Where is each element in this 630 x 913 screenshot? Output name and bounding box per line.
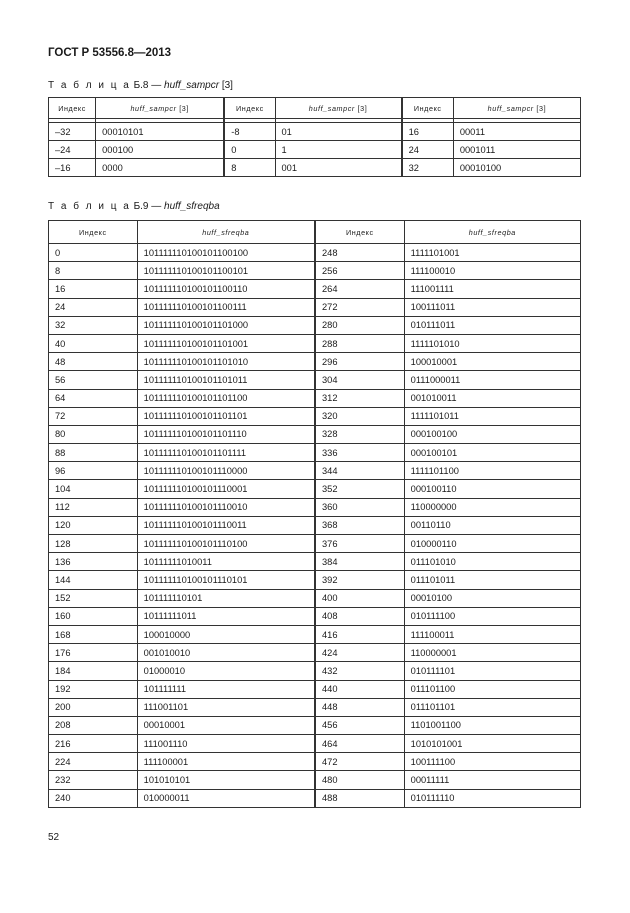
col-header-code-name: huff_sfreqba bbox=[202, 227, 250, 237]
table-row bbox=[49, 589, 581, 607]
table-row bbox=[49, 389, 581, 407]
table-cell: 272 bbox=[315, 298, 404, 316]
table-b9 bbox=[48, 220, 581, 808]
table-row bbox=[49, 407, 581, 425]
table-cell: 72 bbox=[49, 407, 138, 425]
table-cell: 8 bbox=[49, 262, 138, 280]
table-cell: 101111110100101101010 bbox=[137, 353, 315, 371]
table-cell: 352 bbox=[315, 480, 404, 498]
table-cell: 000100100 bbox=[404, 425, 580, 443]
table-cell: 101111110100101101000 bbox=[137, 316, 315, 334]
table-row bbox=[49, 498, 581, 516]
table-row bbox=[49, 571, 581, 589]
table-cell: 16 bbox=[402, 123, 454, 141]
table-row bbox=[49, 644, 581, 662]
table-cell: 360 bbox=[315, 498, 404, 516]
table-cell: 00010100 bbox=[453, 159, 580, 177]
table-cell: 011101101 bbox=[404, 698, 580, 716]
table-cell: 256 bbox=[315, 262, 404, 280]
table-row bbox=[49, 334, 581, 352]
table-cell: 336 bbox=[315, 444, 404, 462]
table-cell: 101111110100101110000 bbox=[137, 462, 315, 480]
col-header-code-name: huff_sampcr bbox=[487, 103, 534, 113]
table-cell: 64 bbox=[49, 389, 138, 407]
table-cell: 264 bbox=[315, 280, 404, 298]
table-cell: 010000110 bbox=[404, 535, 580, 553]
table-cell: 1111101001 bbox=[404, 244, 580, 262]
table-cell: 010111100 bbox=[404, 607, 580, 625]
table-cell: -8 bbox=[224, 123, 275, 141]
table-cell: 168 bbox=[49, 625, 138, 643]
table-cell: 8 bbox=[224, 159, 275, 177]
table-cell: 01000010 bbox=[137, 662, 315, 680]
table-cell: 111001110 bbox=[137, 735, 315, 753]
table-cell: 184 bbox=[49, 662, 138, 680]
table-cell: 24 bbox=[402, 141, 454, 159]
caption-number: Б.8 — bbox=[133, 80, 162, 91]
table-cell: 464 bbox=[315, 735, 404, 753]
table-row bbox=[49, 141, 581, 159]
table-cell: 101111110100101110100 bbox=[137, 535, 315, 553]
table-row bbox=[49, 425, 581, 443]
table-cell: 101111110100101101110 bbox=[137, 425, 315, 443]
table-cell: 101111111 bbox=[137, 680, 315, 698]
table-row bbox=[49, 244, 581, 262]
caption-label: Т а б л и ц а bbox=[48, 80, 131, 91]
col-header-code bbox=[404, 221, 580, 244]
table-cell: 152 bbox=[49, 589, 138, 607]
table-cell: 104 bbox=[49, 480, 138, 498]
table-cell: 101111110100101101101 bbox=[137, 407, 315, 425]
table-row bbox=[49, 462, 581, 480]
table-row bbox=[49, 753, 581, 771]
table-cell: 110000000 bbox=[404, 498, 580, 516]
table-cell: 128 bbox=[49, 535, 138, 553]
table-cell: 392 bbox=[315, 571, 404, 589]
col-header-index: Индекс bbox=[315, 221, 404, 244]
table-b9-caption bbox=[48, 201, 220, 212]
table-cell: 001 bbox=[275, 159, 402, 177]
table-cell: 488 bbox=[315, 789, 404, 807]
table-cell: 00010101 bbox=[96, 123, 225, 141]
table-cell: 10111111011 bbox=[137, 607, 315, 625]
table-cell: 208 bbox=[49, 716, 138, 734]
table-cell: 296 bbox=[315, 353, 404, 371]
table-cell: 010111101 bbox=[404, 662, 580, 680]
table-row bbox=[49, 625, 581, 643]
table-cell: 136 bbox=[49, 553, 138, 571]
table-cell: 011101011 bbox=[404, 571, 580, 589]
table-cell: 1111101100 bbox=[404, 462, 580, 480]
table-cell: 000100 bbox=[96, 141, 225, 159]
table-cell: 111100011 bbox=[404, 625, 580, 643]
table-cell: 1101001100 bbox=[404, 716, 580, 734]
table-cell: 144 bbox=[49, 571, 138, 589]
table-cell: 111001101 bbox=[137, 698, 315, 716]
table-cell: 010111110 bbox=[404, 789, 580, 807]
table-cell: 100010000 bbox=[137, 625, 315, 643]
table-cell: 101111110100101101001 bbox=[137, 334, 315, 352]
table-cell: –24 bbox=[49, 141, 96, 159]
table-cell: 1111101010 bbox=[404, 334, 580, 352]
col-header-code-name: huff_sampcr bbox=[130, 103, 177, 113]
table-cell: 110000001 bbox=[404, 644, 580, 662]
table-cell: 010111011 bbox=[404, 316, 580, 334]
table-row bbox=[49, 280, 581, 298]
table-cell: 416 bbox=[315, 625, 404, 643]
table-cell: 328 bbox=[315, 425, 404, 443]
table-cell: 232 bbox=[49, 771, 138, 789]
table-row bbox=[49, 771, 581, 789]
table-cell: 01 bbox=[275, 123, 402, 141]
table-cell: 408 bbox=[315, 607, 404, 625]
table-cell: 1 bbox=[275, 141, 402, 159]
table-cell: 120 bbox=[49, 516, 138, 534]
table-cell: 40 bbox=[49, 334, 138, 352]
table-row bbox=[49, 353, 581, 371]
table-row bbox=[49, 607, 581, 625]
table-cell: 00011111 bbox=[404, 771, 580, 789]
table-cell: 344 bbox=[315, 462, 404, 480]
table-cell: 32 bbox=[49, 316, 138, 334]
table-cell: 312 bbox=[315, 389, 404, 407]
table-cell: 472 bbox=[315, 753, 404, 771]
col-header-index: Индекс bbox=[49, 221, 138, 244]
table-cell: 101010101 bbox=[137, 771, 315, 789]
table-cell: 101111110100101110101 bbox=[137, 571, 315, 589]
table-row bbox=[49, 735, 581, 753]
table-cell: 88 bbox=[49, 444, 138, 462]
col-header-code-name: huff_sampcr bbox=[308, 103, 355, 113]
col-header-index: Индекс bbox=[402, 98, 454, 119]
table-cell: 440 bbox=[315, 680, 404, 698]
table-cell: 011101100 bbox=[404, 680, 580, 698]
caption-label: Т а б л и ц а bbox=[48, 201, 131, 212]
table-cell: 111100010 bbox=[404, 262, 580, 280]
table-cell: 101111110100101101100 bbox=[137, 389, 315, 407]
document-header: ГОСТ Р 53556.8—2013 bbox=[48, 47, 172, 59]
table-cell: 00010100 bbox=[404, 589, 580, 607]
table-cell: 376 bbox=[315, 535, 404, 553]
caption-number: Б.9 — bbox=[133, 201, 162, 212]
table-cell: 432 bbox=[315, 662, 404, 680]
table-cell: 1111101011 bbox=[404, 407, 580, 425]
table-cell: 16 bbox=[49, 280, 138, 298]
table-cell: 010000011 bbox=[137, 789, 315, 807]
table-cell: 101111110100101101011 bbox=[137, 371, 315, 389]
table-cell: 0000 bbox=[96, 159, 225, 177]
table-cell: 100010001 bbox=[404, 353, 580, 371]
table-cell: 96 bbox=[49, 462, 138, 480]
table-cell: 224 bbox=[49, 753, 138, 771]
col-header-code-suffix: [3] bbox=[354, 103, 368, 113]
table-cell: 00010001 bbox=[137, 716, 315, 734]
table-cell: 0111000011 bbox=[404, 371, 580, 389]
table-cell: 384 bbox=[315, 553, 404, 571]
col-header-code bbox=[275, 98, 402, 119]
table-cell: 424 bbox=[315, 644, 404, 662]
table-cell: 00011 bbox=[453, 123, 580, 141]
table-cell: 100111100 bbox=[404, 753, 580, 771]
table-cell: 101111110100101110010 bbox=[137, 498, 315, 516]
table-row bbox=[49, 662, 581, 680]
table-cell: 288 bbox=[315, 334, 404, 352]
table-cell: 248 bbox=[315, 244, 404, 262]
table-cell: 101111110100101100100 bbox=[137, 244, 315, 262]
col-header-index: Индекс bbox=[224, 98, 275, 119]
table-cell: 160 bbox=[49, 607, 138, 625]
table-row bbox=[49, 480, 581, 498]
table-row bbox=[49, 444, 581, 462]
table-row bbox=[49, 698, 581, 716]
col-header-code-suffix: [3] bbox=[533, 103, 547, 113]
caption-name: huff_sampcr bbox=[164, 80, 220, 91]
page-number: 52 bbox=[48, 832, 60, 843]
table-cell: 101111110100101110011 bbox=[137, 516, 315, 534]
col-header-code bbox=[96, 98, 225, 119]
table-row bbox=[49, 262, 581, 280]
table-cell: –16 bbox=[49, 159, 96, 177]
table-cell: 101111110100101101111 bbox=[137, 444, 315, 462]
table-row bbox=[49, 159, 581, 177]
table-cell: 400 bbox=[315, 589, 404, 607]
table-cell: 56 bbox=[49, 371, 138, 389]
col-header-index: Индекс bbox=[49, 98, 96, 119]
caption-name: huff_sfreqba bbox=[164, 201, 220, 212]
table-row bbox=[49, 716, 581, 734]
table-cell: 000100110 bbox=[404, 480, 580, 498]
table-row bbox=[49, 535, 581, 553]
table-cell: 1010101001 bbox=[404, 735, 580, 753]
table-cell: 176 bbox=[49, 644, 138, 662]
table-cell: 280 bbox=[315, 316, 404, 334]
table-cell: 001010011 bbox=[404, 389, 580, 407]
table-cell: 101111110101 bbox=[137, 589, 315, 607]
table-cell: 24 bbox=[49, 298, 138, 316]
table-row bbox=[49, 316, 581, 334]
table-cell: 101111110100101100111 bbox=[137, 298, 315, 316]
table-cell: 0001011 bbox=[453, 141, 580, 159]
table-row bbox=[49, 680, 581, 698]
table-row bbox=[49, 553, 581, 571]
table-cell: 101111110100101100101 bbox=[137, 262, 315, 280]
table-cell: 00110110 bbox=[404, 516, 580, 534]
col-header-code-suffix: [3] bbox=[176, 103, 189, 113]
table-cell: 001010010 bbox=[137, 644, 315, 662]
col-header-code-name: huff_sfreqba bbox=[468, 227, 516, 237]
table-cell: 101111110100101110001 bbox=[137, 480, 315, 498]
caption-suffix: [3] bbox=[219, 80, 233, 91]
table-b8 bbox=[48, 97, 581, 177]
table-cell: 112 bbox=[49, 498, 138, 516]
table-cell: 448 bbox=[315, 698, 404, 716]
table-cell: 10111111010011 bbox=[137, 553, 315, 571]
table-cell: 32 bbox=[402, 159, 454, 177]
table-b9-body bbox=[49, 244, 581, 808]
table-cell: 304 bbox=[315, 371, 404, 389]
table-row bbox=[49, 516, 581, 534]
table-cell: 368 bbox=[315, 516, 404, 534]
table-row bbox=[49, 298, 581, 316]
table-row bbox=[49, 123, 581, 141]
table-cell: 011101010 bbox=[404, 553, 580, 571]
table-cell: 100111011 bbox=[404, 298, 580, 316]
table-cell: 0 bbox=[224, 141, 275, 159]
table-cell: 320 bbox=[315, 407, 404, 425]
table-cell: 101111110100101100110 bbox=[137, 280, 315, 298]
table-b8-caption bbox=[48, 80, 233, 91]
table-cell: 216 bbox=[49, 735, 138, 753]
table-cell: 192 bbox=[49, 680, 138, 698]
table-cell: 48 bbox=[49, 353, 138, 371]
table-cell: 456 bbox=[315, 716, 404, 734]
col-header-code bbox=[137, 221, 315, 244]
table-cell: 240 bbox=[49, 789, 138, 807]
table-cell: 80 bbox=[49, 425, 138, 443]
col-header-code bbox=[453, 98, 580, 119]
table-cell: 480 bbox=[315, 771, 404, 789]
table-row bbox=[49, 371, 581, 389]
table-cell: 111100001 bbox=[137, 753, 315, 771]
table-cell: –32 bbox=[49, 123, 96, 141]
table-cell: 200 bbox=[49, 698, 138, 716]
table-cell: 111001111 bbox=[404, 280, 580, 298]
table-row bbox=[49, 789, 581, 807]
table-cell: 0 bbox=[49, 244, 138, 262]
table-cell: 000100101 bbox=[404, 444, 580, 462]
